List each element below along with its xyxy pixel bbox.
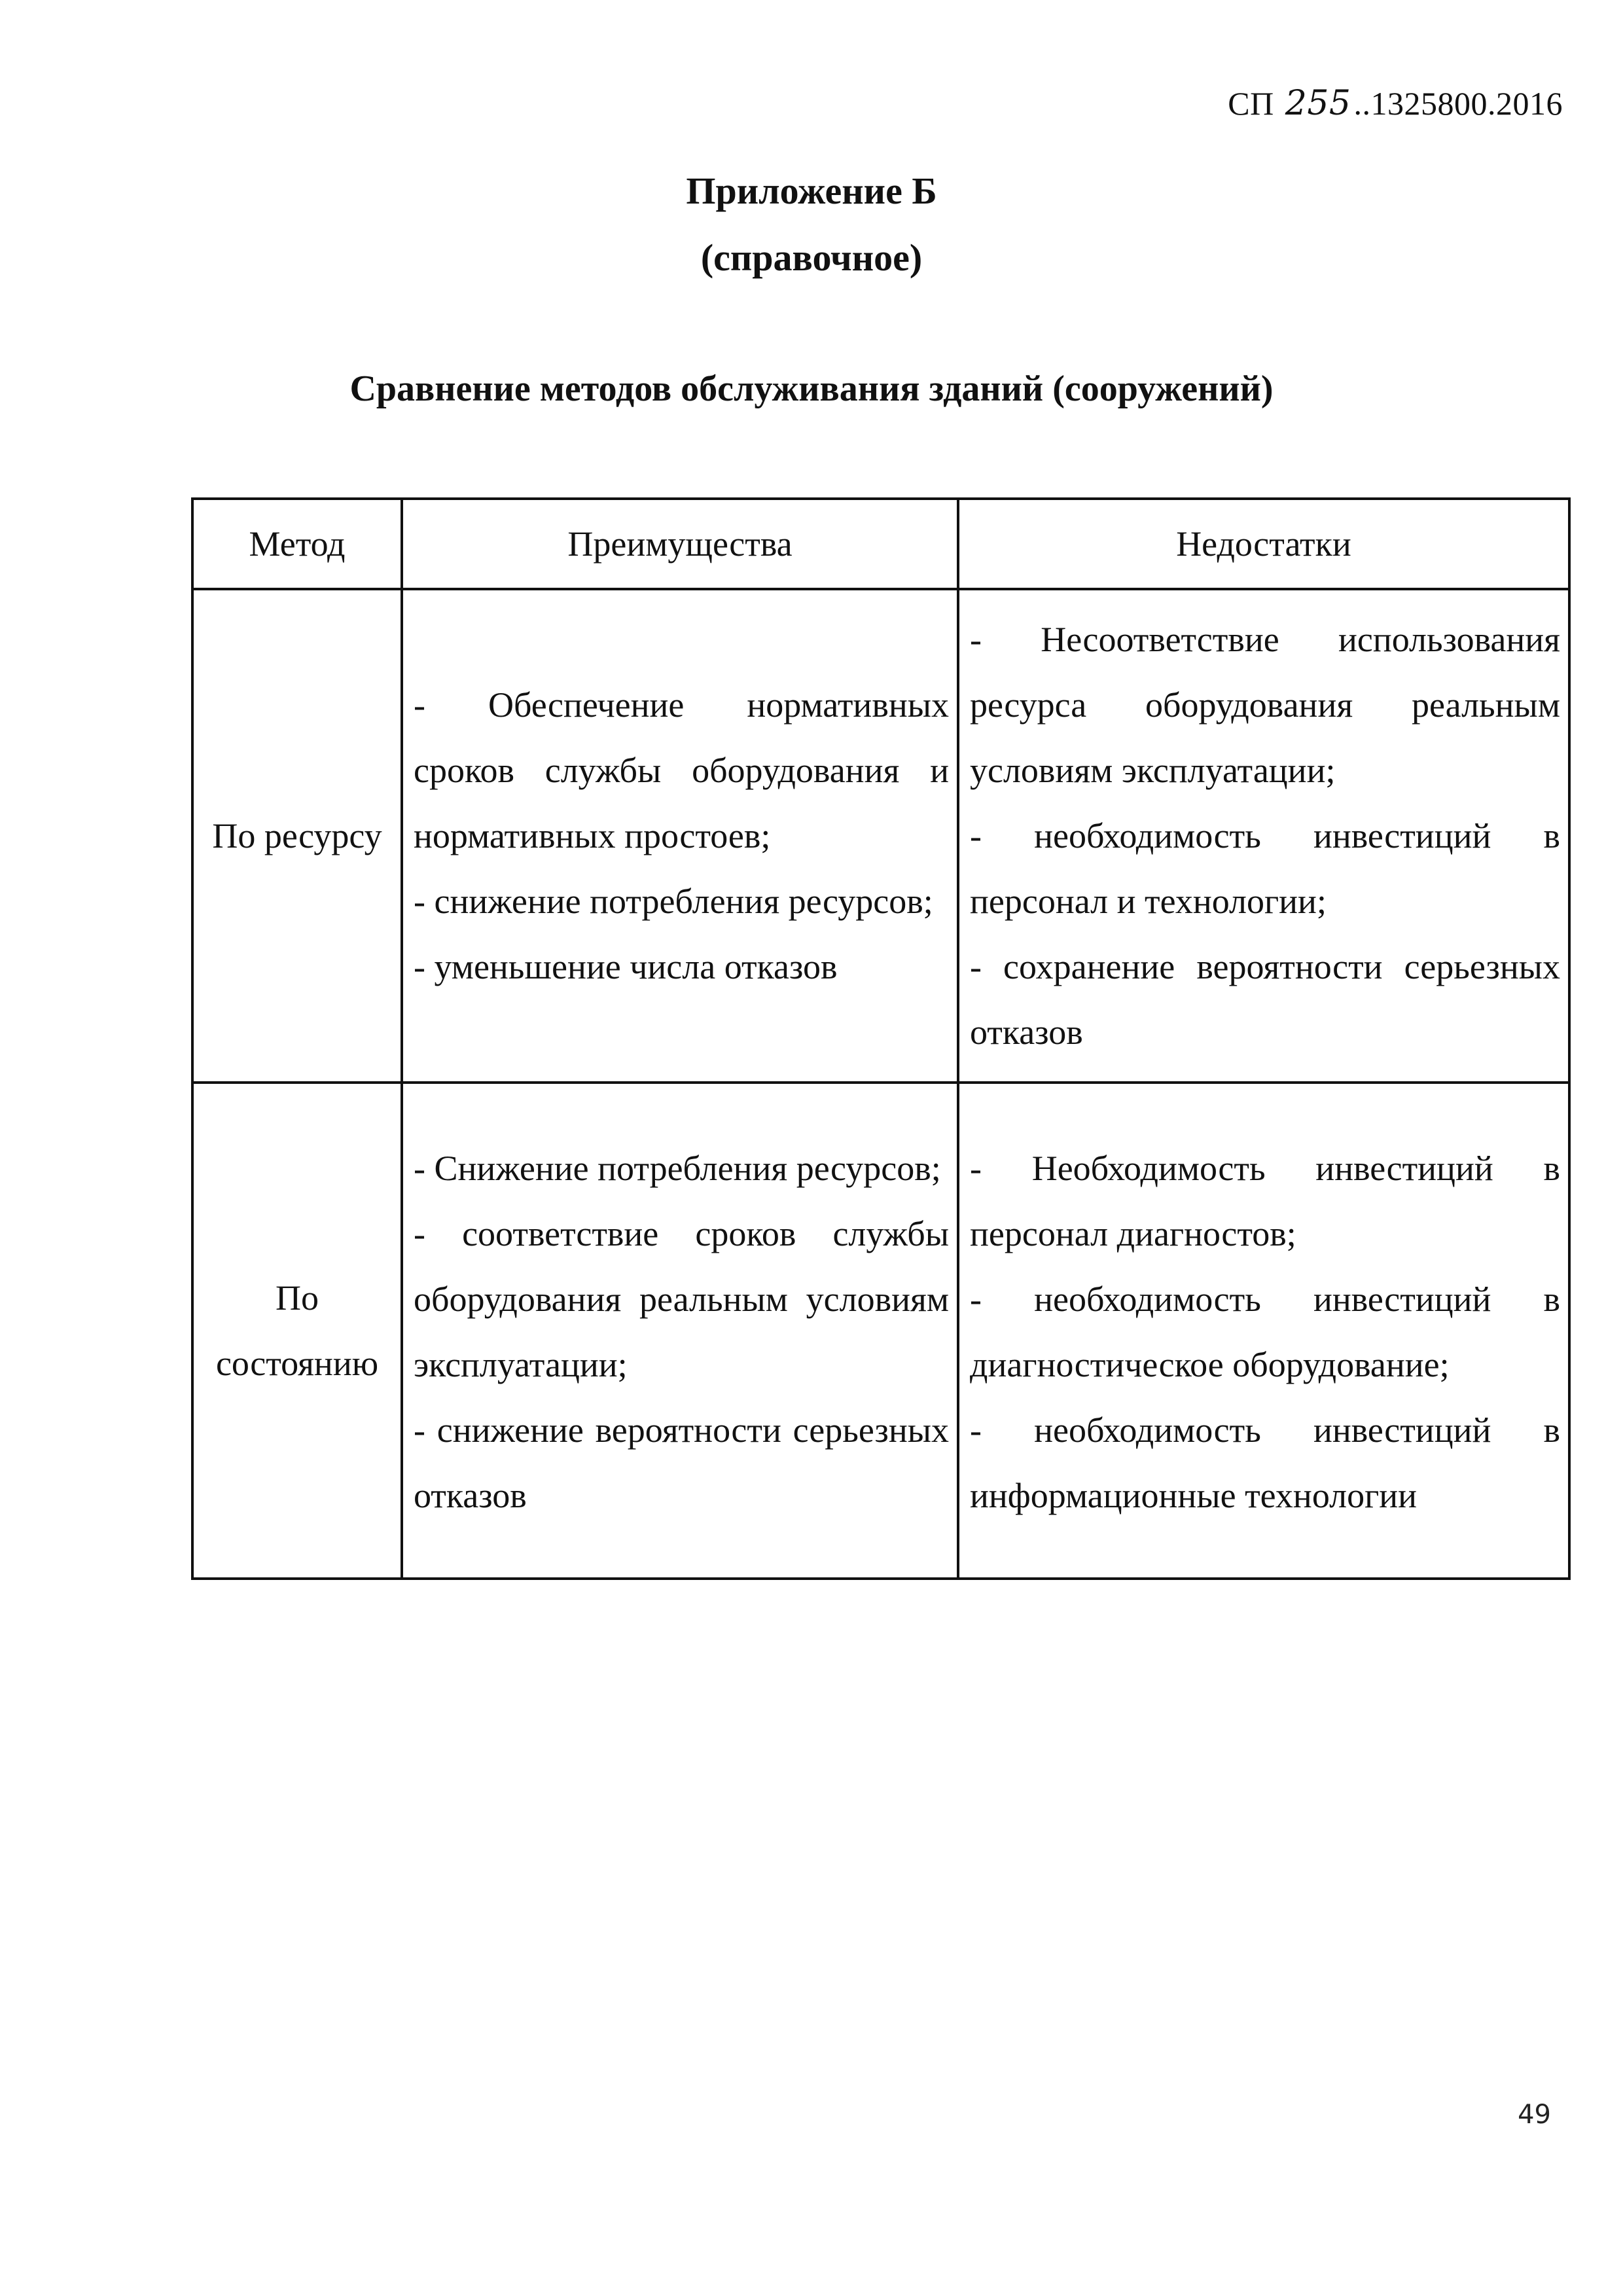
advantages-cell: [402, 589, 958, 1083]
list-item: - необходимость инвестиций в информационные технологии: [970, 1410, 1560, 1515]
table-row: [192, 1083, 1569, 1579]
table-header-row: [192, 499, 1569, 589]
table-row: [192, 589, 1569, 1083]
list-item: - Несоответствие использования ресурса оборудования реальным условиям эксплуатации;: [970, 620, 1560, 790]
page-number: 49: [1518, 2100, 1551, 2130]
code-suffix: ..1325800.2016: [1353, 85, 1563, 122]
method-cell: По состоянию: [192, 1083, 402, 1579]
header-advantages: Преимущества: [402, 499, 958, 589]
code-prefix: СП: [1228, 85, 1274, 122]
method-cell: По ресурсу: [192, 589, 402, 1083]
list-item: - соответствие сроков службы оборудования реальным условиям эксплуатации;: [414, 1214, 949, 1384]
appendix-subtitle: (справочное): [700, 236, 923, 279]
list-item: - снижение потребления ресурсов;: [414, 882, 933, 921]
header-disadvantages: Недостатки: [958, 499, 1569, 589]
list-item: - Снижение потребления ресурсов;: [414, 1149, 941, 1188]
appendix-title: Приложение Б: [686, 170, 937, 212]
list-item: - сохранение вероятности серьезных отказов: [970, 947, 1560, 1052]
list-item: - уменьшение числа отказов: [414, 947, 838, 986]
handwritten-number: 255: [1285, 84, 1351, 123]
appendix-heading: Сравнение методов обслуживания зданий (сооружений): [349, 368, 1274, 409]
disadvantages-cell: [958, 589, 1569, 1083]
list-item: - Обеспечение нормативных сроков службы оборудования и нормативных простоев;: [414, 685, 949, 855]
list-item: - Необходимость инвестиций в персонал диагностов;: [970, 1149, 1560, 1253]
document-code: [1228, 84, 1563, 123]
advantages-cell: [402, 1083, 958, 1579]
header-method: Метод: [192, 499, 402, 589]
list-item: - необходимость инвестиций в персонал и технологии;: [970, 816, 1560, 921]
comparison-table: [191, 497, 1571, 1580]
list-item: - необходимость инвестиций в диагностическое оборудование;: [970, 1280, 1560, 1384]
disadvantages-cell: [958, 1083, 1569, 1579]
list-item: - снижение вероятности серьезных отказов: [414, 1410, 949, 1515]
